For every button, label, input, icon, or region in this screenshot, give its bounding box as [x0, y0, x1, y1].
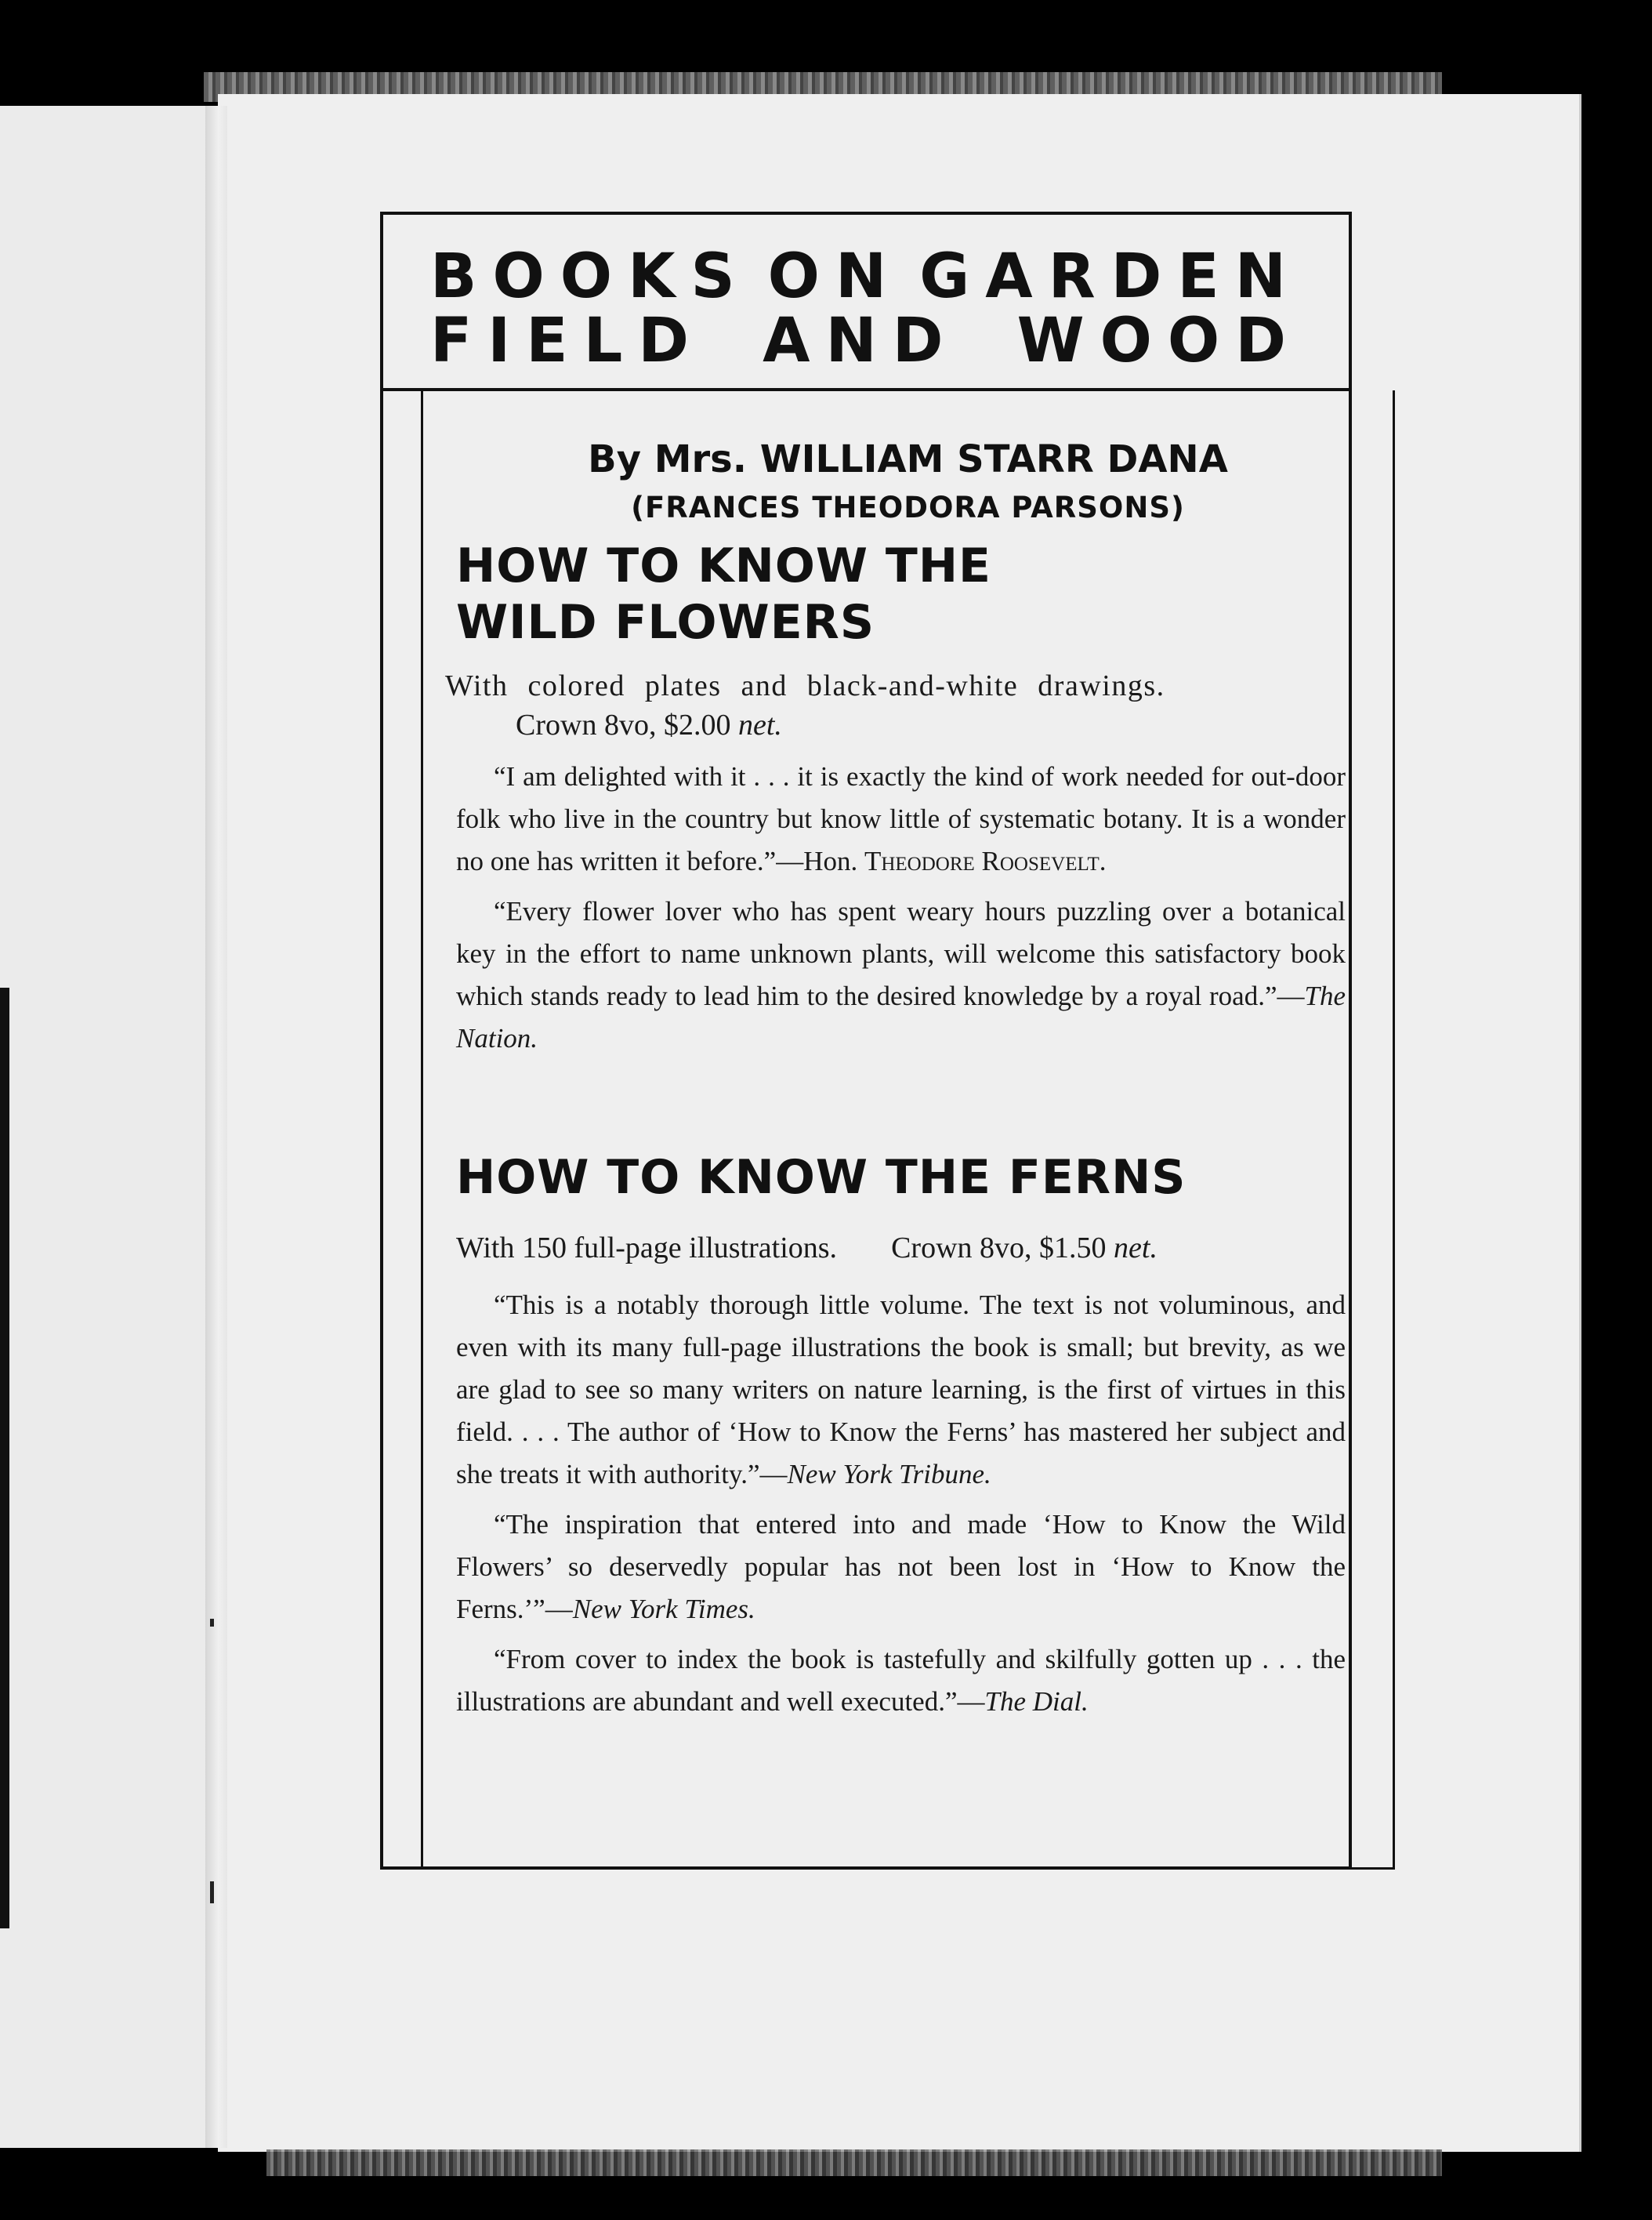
- author-maiden-name: (FRANCES THEODORA PARSONS): [631, 491, 1185, 524]
- review-quote: [456, 891, 1346, 1060]
- header-word: GARDEN: [919, 241, 1302, 312]
- header-word: FIELD: [430, 306, 705, 376]
- quote-text: “The inspiration that entered into and made ‘How to Know the Wild Flowers’ so deservedly popular has not been lost in ‘How to Know the Ferns.’”—: [456, 1509, 1346, 1624]
- review-quote: [456, 1504, 1346, 1631]
- header-line-2: [430, 306, 1302, 376]
- header-word: AND: [763, 306, 959, 376]
- header-word: ON: [767, 241, 903, 312]
- book-description: [456, 1233, 1157, 1263]
- header-word: BOOKS: [430, 241, 751, 312]
- review-quotes: [456, 1284, 1346, 1723]
- book-title-ferns: HOW TO KNOW THE FERNS: [456, 1150, 1186, 1205]
- review-quote: [456, 756, 1346, 883]
- quote-source: Theodore Roosevelt.: [864, 846, 1107, 876]
- review-quotes: [456, 756, 1346, 1060]
- scan-edge-bottom: [266, 2149, 1442, 2176]
- left-page: [0, 106, 216, 2148]
- gutter-mark: [210, 1619, 214, 1627]
- gutter-mark: [210, 1881, 214, 1903]
- header-word: WOOD: [1016, 306, 1302, 376]
- review-quote: [456, 1284, 1346, 1496]
- quote-text: “From cover to index the book is tastefully and skilfully gotten up . . . the illustrations are abundant and well executed.”—: [456, 1644, 1346, 1717]
- description-text: With 150 full-page illustrations.: [456, 1232, 838, 1264]
- right-page-edge: [1579, 94, 1581, 2152]
- book-gutter: [205, 106, 227, 2148]
- book-title-line: HOW TO KNOW THE: [456, 539, 992, 593]
- author-name: By Mrs. WILLIAM STARR DANA: [588, 437, 1228, 481]
- quote-text: “Every flower lover who has spent weary hours puzzling over a botanical key in the effort to name unknown plants, will welcome this satisfactory book which stands ready to lead him to the desired knowledge by a royal road.”—: [456, 896, 1346, 1011]
- advertisement-body: [421, 390, 1395, 1870]
- review-quote: [456, 1638, 1346, 1723]
- left-page-edge: [0, 988, 9, 1928]
- quote-source: The Nation.: [456, 981, 1346, 1054]
- book-description: With colored plates and black-and-white drawings.: [445, 669, 1165, 702]
- header-line-1: [430, 241, 1302, 312]
- price-text: Crown 8vo, $1.50: [891, 1232, 1107, 1264]
- quote-source: The Dial.: [984, 1686, 1089, 1717]
- book-title-wild-flowers: [456, 538, 991, 651]
- price-text: Crown 8vo, $2.00: [516, 709, 731, 742]
- quote-source: New York Tribune.: [787, 1459, 991, 1489]
- quote-source: New York Times.: [572, 1594, 755, 1624]
- advertisement-header: [383, 215, 1349, 391]
- quote-text: “This is a notably thorough little volume. The text is not voluminous, and even with its many full-page illustrations the book is small; but brevity, as we are glad to see so many writers on nature learning, is the first of virtues in this field. . . . The author of ‘How to Know the Ferns’ has mastered her subject and she treats it with authority.”—: [456, 1290, 1346, 1489]
- price-note: net.: [1114, 1232, 1157, 1264]
- quote-text: “I am delighted with it . . . it is exactly the kind of work needed for out-door folk who live in the country but know little of systematic botany. It is a wonder no one has written it before.”—Hon.: [456, 761, 1346, 876]
- book-title-line: WILD FLOWERS: [456, 595, 875, 650]
- price-note: net.: [737, 709, 782, 742]
- book-format-price: [516, 710, 782, 740]
